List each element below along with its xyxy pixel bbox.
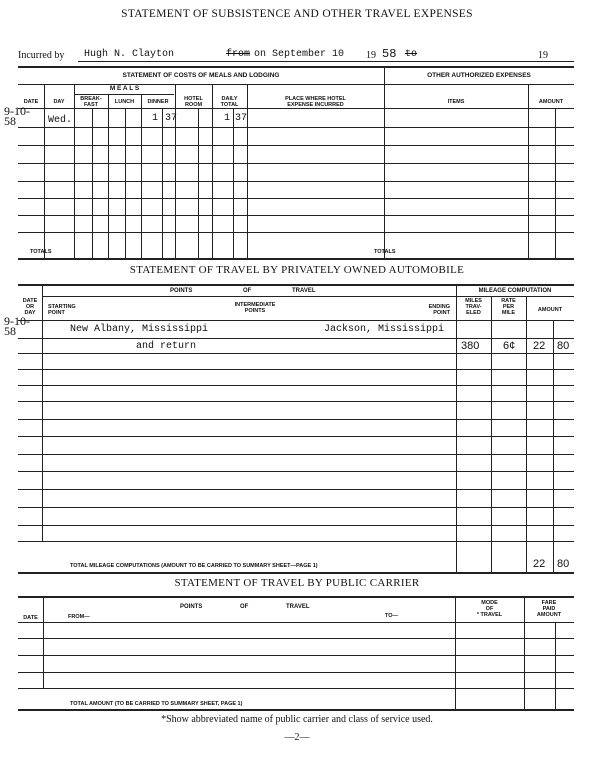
daily-total-cents: 37 (235, 113, 248, 124)
header-underline (78, 61, 574, 62)
meal-row-day: Wed. (48, 115, 73, 126)
auto-col-date: DATE OR DAY (22, 298, 38, 316)
col-day: DAY (53, 99, 65, 105)
auto-col-line (42, 286, 43, 541)
year-value: 58 (382, 47, 397, 61)
auto-section-title: STATEMENT OF TRAVEL BY PRIVATELY OWNED AUTOMOBILE (129, 264, 465, 276)
carrier-cents-line (555, 622, 556, 709)
to-label: to (405, 49, 418, 60)
meals-col-line (108, 94, 109, 258)
from-label: from (226, 49, 251, 60)
auto-points-label: POINTS (170, 288, 193, 294)
year2-prefix: 19 (538, 50, 548, 61)
meals-col-line (175, 84, 176, 258)
auto-bottom-rule (18, 572, 574, 574)
starting-point: New Albany, Mississippi (70, 324, 209, 335)
ending-point: Jackson, Mississippi (324, 324, 445, 335)
meals-totals-left: TOTALS (30, 249, 52, 255)
meals-row-line (18, 232, 574, 233)
carrier-header-bottom (18, 622, 574, 623)
meals-col-line (74, 84, 75, 258)
col-daily-total: DAILY TOTAL (220, 96, 239, 108)
col-hotel-room: HOTEL ROOM (184, 96, 203, 108)
auto-col-start: STARTING POINT (48, 304, 76, 316)
col-items: ITEMS (447, 99, 465, 105)
travel-date: on September 10 (254, 49, 345, 60)
meals-col-line (44, 84, 45, 258)
carrier-section-title: STATEMENT OF TRAVEL BY PUBLIC CARRIER (174, 577, 420, 589)
meals-col-line (212, 84, 213, 258)
meals-row-line (18, 198, 574, 199)
carrier-row-line (18, 655, 574, 656)
rate-per-mile: 6¢ (503, 340, 516, 352)
meals-sub-rule (74, 94, 174, 95)
carrier-row-line (18, 672, 574, 673)
carrier-row-line (18, 638, 574, 639)
auto-col-line (456, 286, 457, 572)
meals-section-title: STATEMENT OF COSTS OF MEALS AND LODGING (122, 72, 280, 79)
auto-cents-line (553, 320, 554, 572)
carrier-col-mode: MODE OF * TRAVEL (476, 600, 503, 618)
meals-col-line (247, 84, 248, 258)
carrier-travel-label: TRAVEL (286, 604, 310, 610)
carrier-col-from: FROM— (68, 614, 90, 620)
dinner-cents: 37 (165, 113, 178, 124)
carrier-row-line (18, 688, 574, 689)
year-prefix: 19 (366, 50, 376, 61)
meals-rule (18, 84, 574, 85)
meals-bottom-rule (18, 258, 574, 260)
col-dinner: DINNER (147, 99, 169, 105)
col-amount: AMOUNT (538, 99, 564, 105)
auto-col-end: ENDING POINT (428, 304, 450, 316)
auto-col-intermediate: INTERMEDIATE POINTS (234, 302, 276, 314)
auto-col-amount: AMOUNT (537, 307, 563, 313)
auto-top-rule (18, 284, 574, 286)
auto-total-dollars: 22 (533, 558, 546, 570)
meal-row-date: 9-10- 58 (4, 104, 30, 128)
meals-header-bottom (18, 108, 574, 109)
carrier-of-label: OF (240, 604, 249, 610)
incurred-by-label: Incurred by (18, 50, 65, 61)
meals-cents-line (555, 108, 556, 258)
col-lunch: LUNCH (114, 99, 135, 105)
carrier-bottom-rule (18, 709, 574, 711)
meals-row-line (18, 145, 574, 146)
carrier-points-label: POINTS (180, 604, 203, 610)
meals-col-line (528, 84, 529, 258)
carrier-col-date: DATE (23, 615, 38, 621)
col-breakfast: BREAK- FAST (80, 96, 102, 108)
carrier-col-to: TO— (385, 613, 399, 619)
meals-cents-line (92, 108, 93, 258)
meals-totals-right: TOTALS (374, 249, 396, 255)
meals-row-line (18, 127, 574, 128)
return-note: and return (136, 341, 197, 352)
meals-top-rule (18, 66, 574, 68)
miles-traveled: 380 (461, 340, 480, 352)
meals-cents-line (198, 108, 199, 258)
auto-sub-rule (42, 296, 574, 297)
daily-total-dollars: 1 (224, 113, 231, 124)
page-title: STATEMENT OF SUBSISTENCE AND OTHER TRAVEL EXPENSES (121, 8, 473, 20)
other-expenses-title: OTHER AUTHORIZED EXPENSES (427, 72, 531, 79)
meals-label: M E A L S (109, 85, 140, 92)
meals-col-line (384, 66, 385, 258)
auto-travel-label: TRAVEL (292, 288, 316, 294)
meals-cents-line (233, 108, 234, 258)
meals-col-line (141, 94, 142, 258)
auto-col-miles: MILES TRAV- ELED (465, 298, 482, 316)
auto-of-label: OF (243, 288, 252, 294)
meals-row-line (18, 181, 574, 182)
col-place: PLACE WHERE HOTEL EXPENSE INCURRED (285, 96, 346, 108)
dinner-dollars: 1 (152, 113, 159, 124)
carrier-top-rule (18, 596, 574, 598)
auto-col-line (491, 296, 492, 572)
meals-cents-line (125, 108, 126, 258)
carrier-col-line (43, 598, 44, 688)
auto-total-label: TOTAL MILEAGE COMPUTATIONS (AMOUNT TO BE CARRIED TO SUMMARY SHEET—PAGE 1) (70, 563, 318, 569)
carrier-total-label: TOTAL AMOUNT (TO BE CARRIED TO SUMMARY SHEET, PAGE 1) (70, 701, 243, 707)
col-date: DATE (23, 99, 39, 105)
page-number: —2— (284, 732, 310, 743)
meals-row-line (18, 215, 574, 216)
mileage-computation-label: MILEAGE COMPUTATION (478, 288, 552, 294)
meals-cents-line (162, 108, 163, 258)
meals-row-line (18, 163, 574, 164)
carrier-col-fare: FARE PAID AMOUNT (536, 600, 562, 618)
traveler-name: Hugh N. Clayton (84, 49, 175, 60)
auto-row-date: 9-10- 58 (4, 314, 30, 338)
auto-amount-dollars: 22 (533, 340, 546, 352)
auto-col-rate: RATE PER MILE (501, 298, 516, 316)
auto-col-line (526, 296, 527, 572)
auto-total-cents: 80 (557, 558, 570, 570)
carrier-footnote: *Show abbreviated name of public carrier and class of service used. (161, 714, 433, 725)
auto-amount-cents: 80 (557, 340, 570, 352)
